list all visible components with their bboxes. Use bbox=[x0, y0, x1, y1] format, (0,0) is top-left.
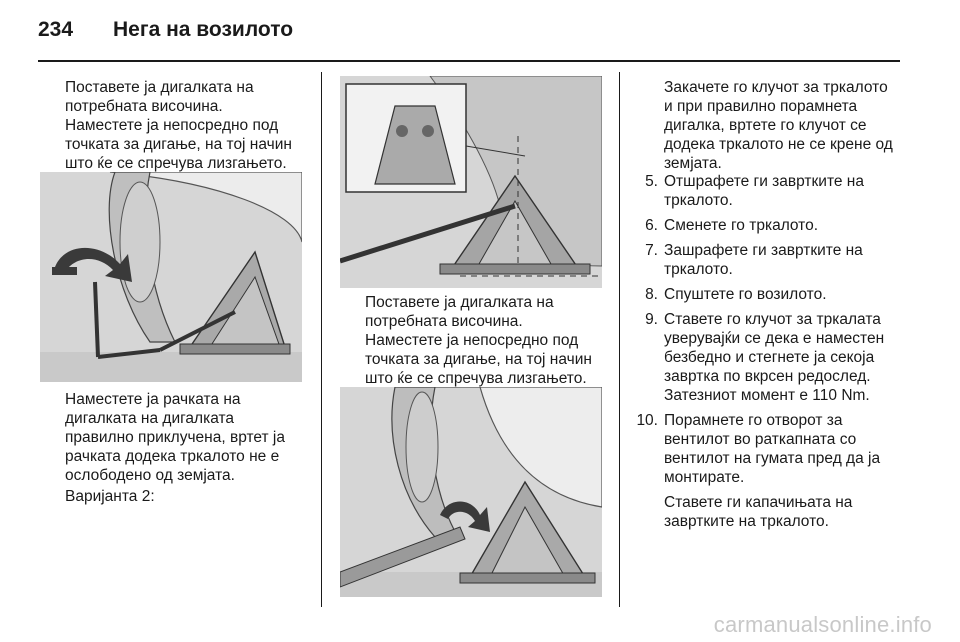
step-number: 10. bbox=[636, 412, 658, 429]
text-line: потребната височина. bbox=[365, 313, 523, 330]
text-line: Зашрафете ги завртките на bbox=[664, 242, 863, 259]
text-line: Сменете го тркалото. bbox=[664, 217, 819, 234]
header-rule bbox=[38, 60, 900, 62]
text-line: додека тркалото не се крене од bbox=[664, 136, 893, 153]
col1-caption-text bbox=[65, 390, 315, 485]
text-line: и при правилно порамнета bbox=[664, 98, 858, 115]
col2-caption-text bbox=[365, 293, 615, 388]
step-number: 9. bbox=[645, 311, 658, 328]
text-line: завртките на тркалото. bbox=[664, 513, 829, 530]
text-line: Наместете ја непосредно под bbox=[365, 332, 579, 349]
text-line: ослободено од земјата. bbox=[65, 467, 235, 484]
step-number: 5. bbox=[645, 173, 658, 190]
text-line: рачката додека тркалото не е bbox=[65, 448, 280, 465]
text-line: точката за дигање, на тој начин bbox=[65, 136, 292, 153]
list-item bbox=[622, 172, 912, 210]
text-line: Отшрафете ги завртките на bbox=[664, 173, 864, 190]
jack-variant-2-illustration bbox=[340, 387, 602, 597]
text-line: дигалка, вртете го клучот се bbox=[664, 117, 867, 134]
text-line: тркалото. bbox=[664, 192, 733, 209]
column-divider-2 bbox=[619, 72, 620, 607]
text-line: Спуштете го возилото. bbox=[664, 286, 827, 303]
list-item bbox=[622, 411, 912, 531]
text-line: што ќе се спречува лизгањето. bbox=[365, 370, 587, 387]
list-item bbox=[622, 216, 912, 235]
text-line: Затезниот момент е 110 Nm. bbox=[664, 387, 870, 404]
text-line: правилно приклучена, вртет ја bbox=[65, 429, 285, 446]
text-line: Закачете го клучот за тркалото bbox=[664, 79, 888, 96]
text-line: точката за дигање, на тој начин bbox=[365, 351, 592, 368]
text-line: завртка по вкрсен редослед. bbox=[664, 368, 871, 385]
step-number: 8. bbox=[645, 286, 658, 303]
page-title: Нега на возилото bbox=[113, 18, 294, 41]
text-line: земјата. bbox=[664, 155, 722, 172]
list-item bbox=[622, 310, 912, 405]
step-number: 7. bbox=[645, 242, 658, 259]
text-line: тркалото. bbox=[664, 261, 733, 278]
text-line: Ставете го клучот за тркалата bbox=[664, 311, 881, 328]
text-line: Поставете ја дигалката на bbox=[65, 79, 254, 96]
figure-jack-variant-2 bbox=[340, 387, 602, 597]
page-number: 234 bbox=[38, 18, 74, 41]
text-line: Наместете ја рачката на bbox=[65, 391, 241, 408]
variant-label: Варијанта 2: bbox=[65, 488, 155, 505]
step-number: 6. bbox=[645, 217, 658, 234]
list-item bbox=[622, 285, 912, 304]
col3-intro-text bbox=[664, 78, 914, 173]
text-line: вентилот на гумата пред да ја bbox=[664, 450, 881, 467]
watermark: carmanualsonline.info bbox=[713, 612, 932, 637]
text-line: уверувајќи се дека е наместен bbox=[664, 330, 885, 347]
text-line: што ќе се спречува лизгањето. bbox=[65, 155, 287, 172]
col1-intro-text bbox=[65, 78, 315, 173]
steps-list bbox=[622, 172, 912, 537]
jack-lift-point-illustration bbox=[340, 76, 602, 288]
text-line: Ставете ги капачињата на bbox=[664, 494, 853, 511]
figure-jack-crank bbox=[40, 172, 302, 382]
text-line: потребната височина. bbox=[65, 98, 223, 115]
text-line: Поставете ја дигалката на bbox=[365, 294, 554, 311]
text-line: Наместете ја непосредно под bbox=[65, 117, 279, 134]
text-line: вентилот во раткапната со bbox=[664, 431, 857, 448]
text-line: безбедно и стегнете ја секоја bbox=[664, 349, 875, 366]
page-header bbox=[0, 0, 960, 60]
column-divider-1 bbox=[321, 72, 322, 607]
figure-jack-lift-point bbox=[340, 76, 602, 288]
list-item bbox=[622, 241, 912, 279]
text-line: Порамнете го отворот за bbox=[664, 412, 843, 429]
text-line: дигалката на дигалката bbox=[65, 410, 235, 427]
text-line: монтирате. bbox=[664, 469, 745, 486]
jack-crank-illustration bbox=[40, 172, 302, 382]
